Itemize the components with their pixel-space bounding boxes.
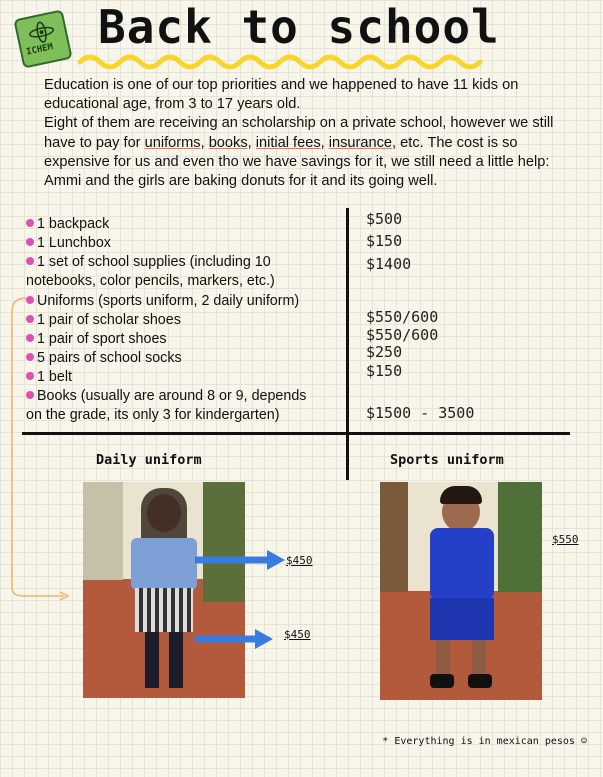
intro-paragraph-1: Education is one of our top priorities and we happened to have 11 kids on educational age, from 3 to 17 years old. [44,77,519,113]
title-underline [76,50,496,72]
daily-uniform-photo [83,482,245,698]
sports-uniform-label: Sports uniform [390,452,504,468]
page-title: Back to school [98,0,500,54]
bullet-icon [26,219,34,227]
fees-link: initial fees [255,134,321,151]
chart-vertical-line [346,208,349,480]
daily-uniform-label: Daily uniform [96,452,202,468]
intro-paragraph-2: Eight of them are receiving an scholarship on a private school, however we still have to pay for uniforms, books, initial fees, insurance, etc. The cost is so expensive for us and even tho we have savings for it, we still need a little help: Ammi and the girls are baking donuts for it and its going well. [44,115,554,190]
item-price: $1500 - 3500 [366,404,475,422]
item-price: $550/600 [366,326,439,344]
list-item: 5 pairs of school socks [26,349,344,368]
footnote: * Everything is in mexican pesos ☺ [382,736,587,747]
list-item: 1 set of school supplies (including 10 notebooks, color pencils, markers, etc.) [26,254,275,289]
item-price: $150 [366,232,403,250]
sports-uniform-price: $550 [552,533,579,546]
uniforms-link: uniforms [144,134,201,151]
chart-horizontal-line [22,432,570,435]
list-item: 1 Lunchbox [26,234,344,253]
list-item: 1 pair of sport shoes [26,330,344,349]
list-item: 1 backpack [26,215,344,234]
shirt-price: $450 [286,554,313,567]
shirt-arrow-icon [195,548,287,570]
bullet-icon [26,257,34,265]
sports-uniform-photo [380,482,542,700]
item-price: $1400 [366,255,412,273]
bullet-icon [26,238,34,246]
item-price: $550/600 [366,308,439,326]
logo-text: ICHEM [25,42,55,58]
item-price: $500 [366,210,403,228]
books-link: books [208,134,248,151]
logo-badge [13,9,72,68]
insurance-link: insurance [328,134,393,151]
item-price: $150 [366,362,403,380]
atom-icon [24,17,58,47]
list-item: Books (usually are around 8 or 9, depends on the grade, its only 3 for kindergarten) [26,388,307,423]
skirt-arrow-icon [195,628,275,650]
connector-line [4,288,74,608]
list-item: 1 pair of scholar shoes [26,311,344,330]
list-item: Uniforms (sports uniform, 2 daily uniform) [26,292,344,311]
list-item: 1 belt [26,368,344,387]
item-price: $250 [366,343,403,361]
intro-text [44,76,564,191]
skirt-price: $450 [284,628,311,641]
